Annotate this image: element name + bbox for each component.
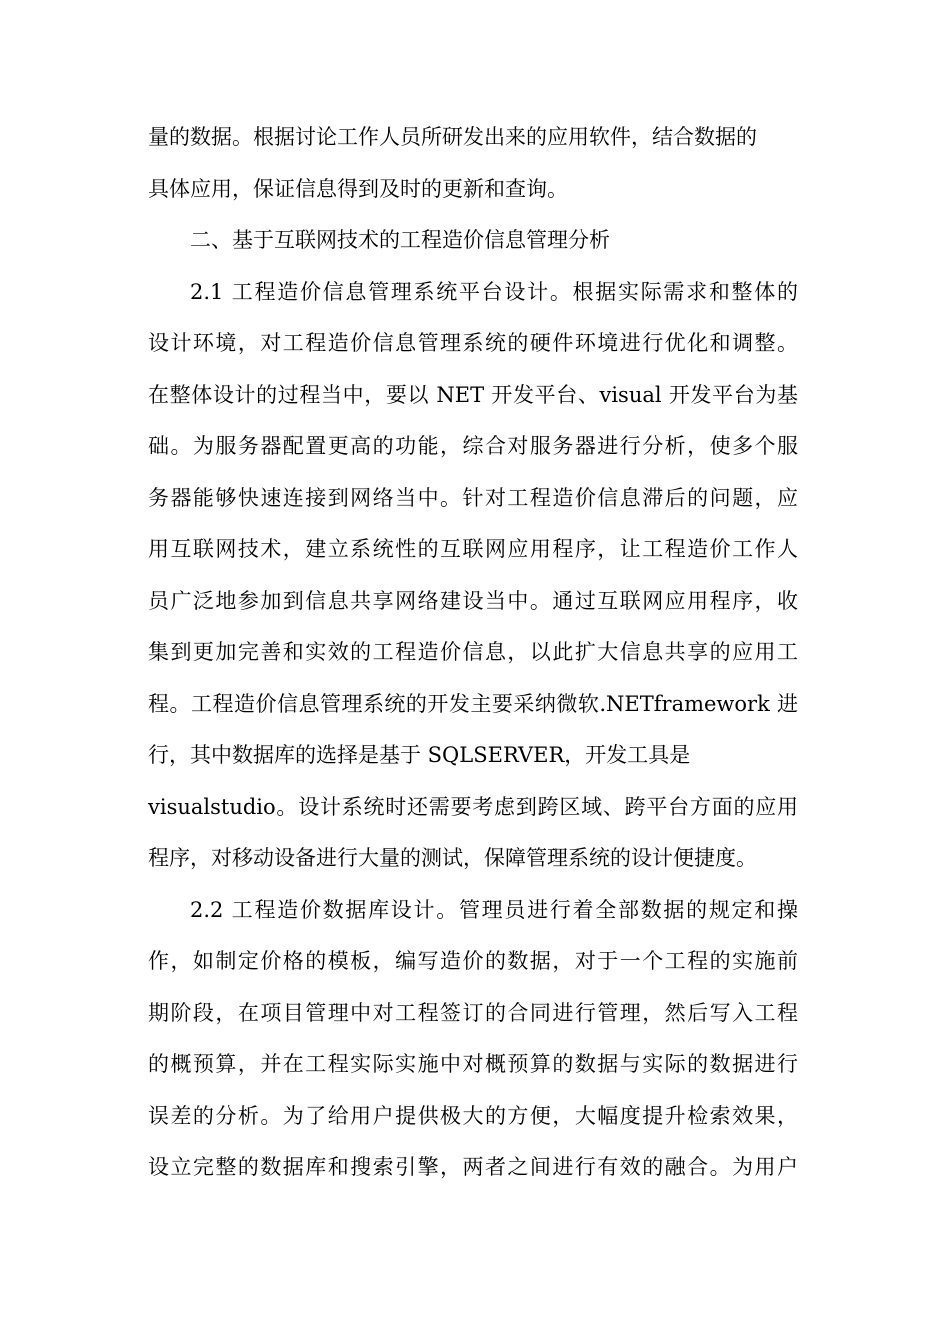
body-text [148,112,798,1194]
paragraph-line: 误差的分析。为了给用户提供极大的方便，大幅度提升检索效果， [148,1103,798,1128]
section-heading: 二、基于互联网技术的工程造价信息管理分析 [190,228,610,252]
paragraph-line: 员广泛地参加到信息共享网络建设当中。通过互联网应用程序，收 [148,588,798,613]
paragraph-line: 作，如制定价格的模板，编写造价的数据，对于一个工程的实施前 [148,949,798,973]
paragraph-line: 用互联网技术，建立系统性的互联网应用程序，让工程造价工作人 [148,537,798,561]
paragraph-line: 务器能够快速连接到网络当中。针对工程造价信息滞后的问题，应 [148,485,798,510]
paragraph-line: 在整体设计的过程当中，要以 NET 开发平台、visual 开发平台为基 [148,382,798,407]
paragraph-line: 程。工程造价信息管理系统的开发主要采纳微软.NETframework 进 [148,691,798,716]
paragraph-line: visualstudio。设计系统时还需要考虑到跨区域、跨平台方面的应用 [148,794,798,819]
paragraph-line: 础。为服务器配置更高的功能，综合对服务器进行分析，使多个服 [148,434,798,458]
paragraph-line: 期阶段，在项目管理中对工程签订的合同进行管理，然后写入工程 [148,1000,798,1025]
paragraph-line: 设计环境，对工程造价信息管理系统的硬件环境进行优化和调整。 [148,331,798,355]
subsection-heading-line: 2.1 工程造价信息管理系统平台设计。根据实际需求和整体的 [190,279,798,304]
paragraph-line: 设立完整的数据库和搜索引擎，两者之间进行有效的融合。为用户 [148,1155,798,1179]
paragraph-line: 行，其中数据库的选择是基于 SQLSERVER，开发工具是 [148,743,691,767]
subsection-heading-line: 2.2 工程造价数据库设计。管理员进行着全部数据的规定和操 [190,897,798,922]
paragraph-line: 程序，对移动设备进行大量的测试，保障管理系统的设计便捷度。 [148,846,757,870]
paragraph-line: 集到更加完善和实效的工程造价信息，以此扩大信息共享的应用工 [148,640,798,664]
paragraph-line: 量的数据。根据讨论工作人员所研发出来的应用软件，结合数据的 [148,125,757,149]
paragraph-line: 具体应用，保证信息得到及时的更新和查询。 [148,176,568,201]
paragraph-line: 的概预算，并在工程实际实施中对概预算的数据与实际的数据进行 [148,1052,798,1076]
